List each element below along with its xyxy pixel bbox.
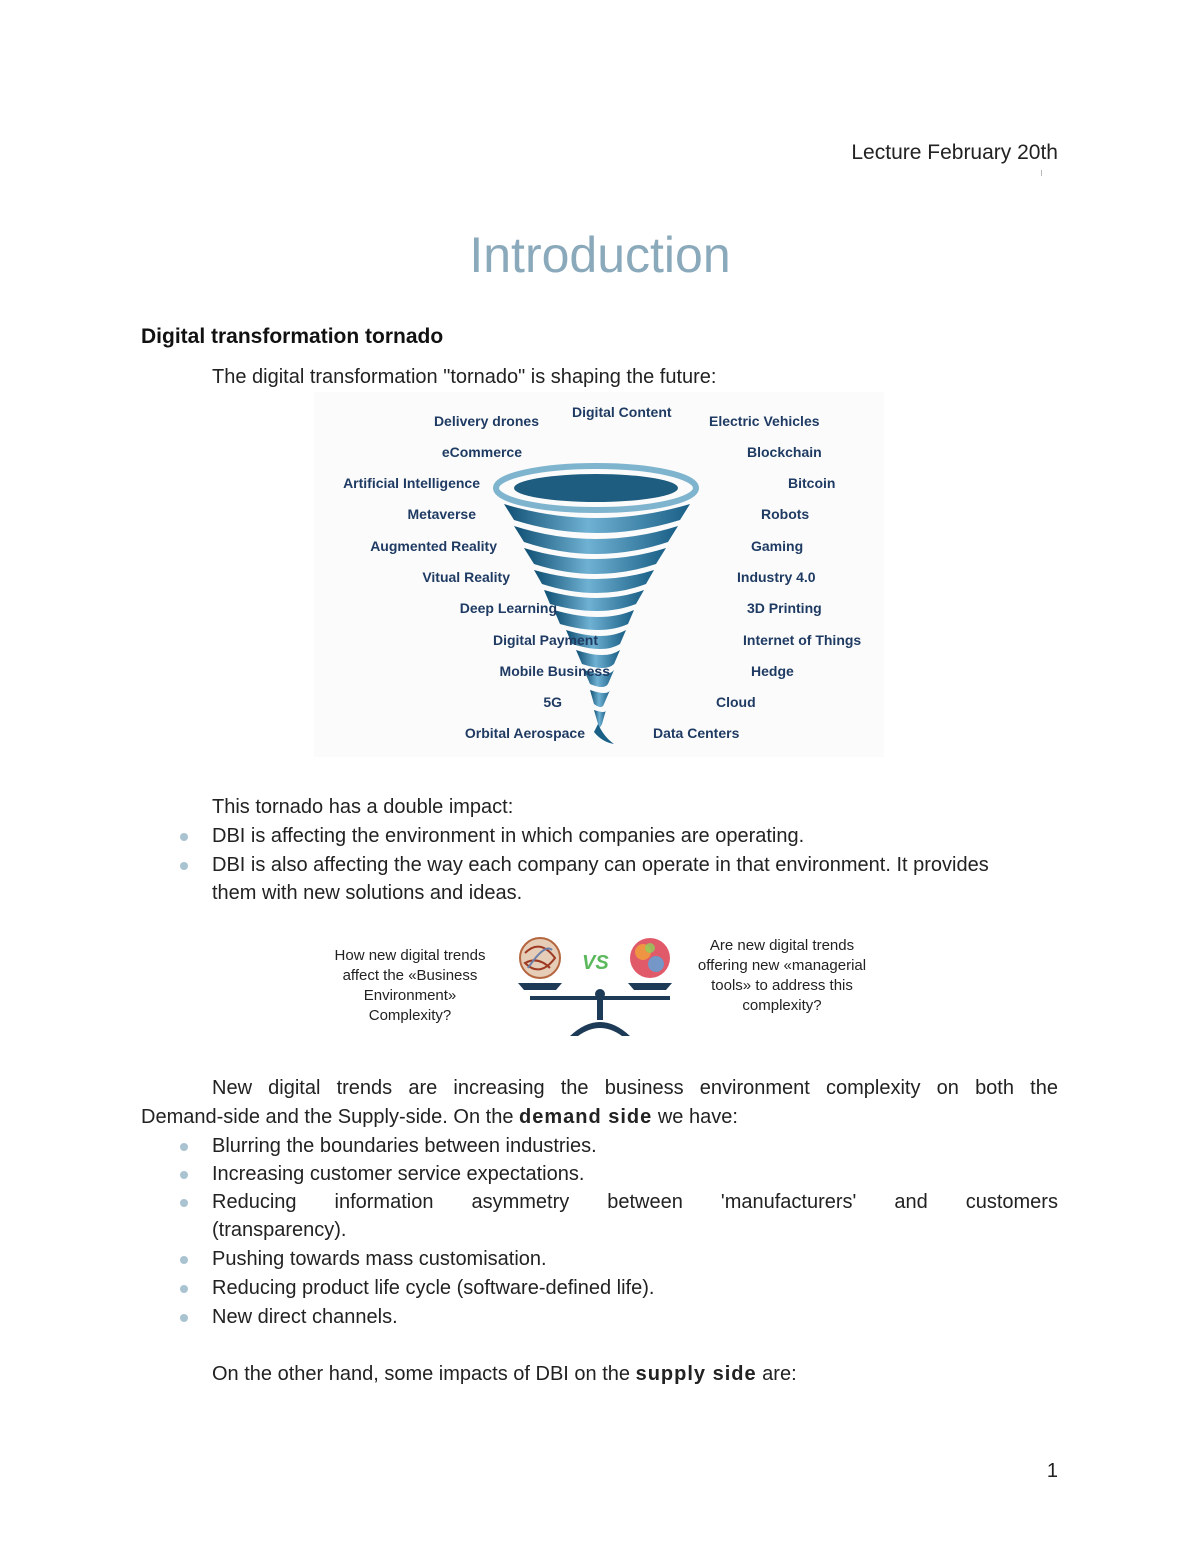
- bullet-icon: [180, 862, 188, 870]
- intro-sentence: The digital transformation "tornado" is shaping the future:: [212, 366, 717, 388]
- tornado-label-left: eCommerce: [441, 444, 522, 460]
- bullet-icon: [180, 833, 188, 841]
- list-item: DBI is also affecting the way each company can operate in that environment. It provides: [212, 854, 989, 876]
- tornado-label-right: Data Centers: [653, 725, 740, 741]
- scale-figure: [320, 928, 880, 1043]
- balance-scale-icon: [510, 928, 690, 1043]
- tornado-label-left: Delivery drones: [433, 413, 539, 429]
- tornado-label-right: Electric Vehicles: [709, 413, 820, 429]
- list-item: DBI is affecting the environment in which companies are operating.: [212, 825, 805, 847]
- tornado-label-right: Cloud: [716, 694, 756, 710]
- scale-right-text: Are new digital trends offering new «managerial tools» to address this complexity?: [697, 937, 867, 1014]
- tornado-figure: [314, 392, 884, 757]
- bullet-icon: [180, 1314, 188, 1322]
- impact-intro: This tornado has a double impact:: [212, 796, 514, 818]
- tornado-label-right: Hedge: [751, 663, 794, 679]
- tornado-label-left: Artificial Intelligence: [343, 475, 480, 491]
- list-item: Pushing towards mass customisation.: [212, 1248, 547, 1270]
- tornado-label-left: Augmented Reality: [370, 538, 497, 554]
- tornado-label-right: Gaming: [751, 538, 804, 554]
- tornado-label-right: Internet of Things: [743, 632, 862, 648]
- vs-label: VS: [582, 952, 609, 974]
- list-item: Reducing information asymmetry between 'manufacturers' and customers: [212, 1191, 1058, 1213]
- tornado-label-right: Industry 4.0: [737, 569, 816, 585]
- page-title: Introduction: [469, 227, 731, 283]
- scale-left-text: How new digital trends affect the «Business Environment» Complexity?: [334, 947, 486, 1024]
- section-heading: Digital transformation tornado: [141, 325, 444, 348]
- tornado-label-right: 3D Printing: [747, 600, 822, 616]
- tornado-label-right: Robots: [761, 506, 810, 522]
- list-item: Reducing product life cycle (software-defined life).: [212, 1277, 655, 1299]
- list-item-continuation: them with new solutions and ideas.: [212, 882, 523, 904]
- tornado-label-left: Deep Learning: [459, 600, 557, 616]
- tornado-label-left: Metaverse: [407, 506, 476, 522]
- tornado-label-top: Digital Content: [572, 404, 672, 420]
- page-number: 1: [1046, 1460, 1058, 1482]
- list-item: New direct channels.: [212, 1306, 398, 1328]
- tornado-label-right: Bitcoin: [788, 475, 836, 491]
- list-item: Blurring the boundaries between industries.: [212, 1135, 597, 1157]
- supply-paragraph: On the other hand, some impacts of DBI on the supply side are:: [212, 1363, 797, 1385]
- bullet-icon: [180, 1256, 188, 1264]
- list-item: Increasing customer service expectations.: [212, 1163, 585, 1185]
- bullet-icon: [180, 1199, 188, 1207]
- demand-paragraph-line1: New digital trends are increasing the business environment complexity on both the: [212, 1077, 1058, 1099]
- tornado-label-left: 5G: [543, 694, 562, 710]
- list-item-continuation: (transparency).: [212, 1219, 347, 1241]
- lecture-date-header: Lecture February 20th: [851, 141, 1058, 164]
- tornado-label-left: Digital Payment: [492, 632, 598, 648]
- demand-paragraph-line2: Demand-side and the Supply-side. On the demand side we have:: [141, 1106, 738, 1128]
- tornado-label-left: Mobile Business: [499, 663, 610, 679]
- bullet-icon: [180, 1171, 188, 1179]
- tornado-label-left: Orbital Aerospace: [464, 725, 585, 741]
- tornado-label-left: Vitual Reality: [422, 569, 510, 585]
- bullet-icon: [180, 1285, 188, 1293]
- bullet-icon: [180, 1143, 188, 1151]
- header-mark: [1041, 170, 1042, 176]
- tornado-label-right: Blockchain: [747, 444, 822, 460]
